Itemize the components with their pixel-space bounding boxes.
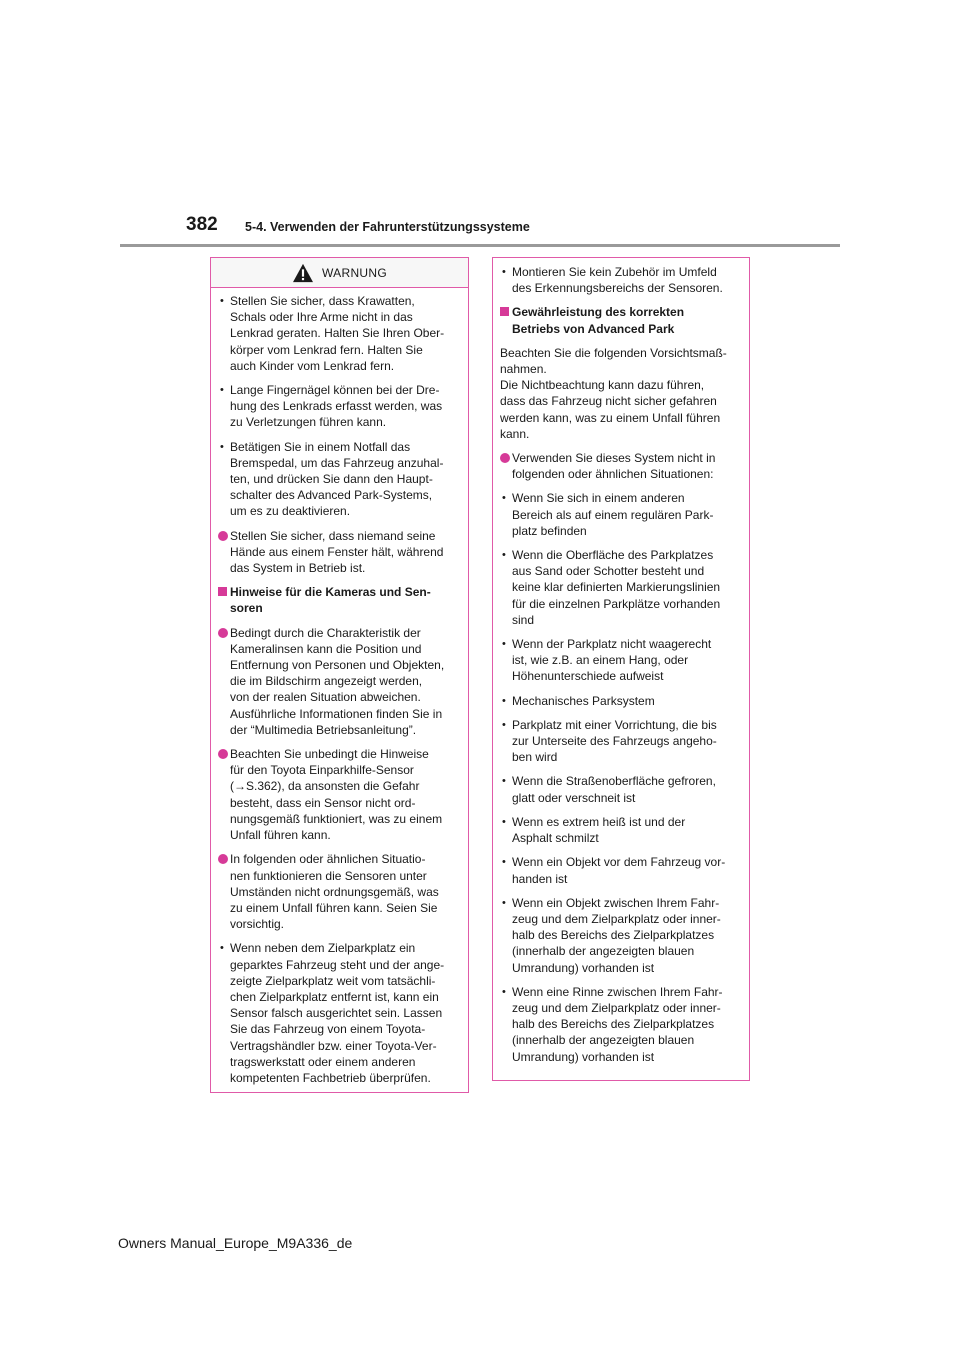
list-item [218,625,458,738]
footer-text: Owners Manual_Europe_M9A336_de [118,1235,353,1251]
list-item [500,717,739,766]
item-text: Betätigen Sie in einem Notfall das Bremspedal, um das Fahrzeug anzuhal- ten, und drücken Sie dann den Haupt- schalter des Advanced Park-Systems, um es zu deaktivieren. [230,439,444,519]
list-item [218,746,458,843]
item-text: Wenn eine Rinne zwischen Ihrem Fahr- zeug und dem Zielparkplatz oder inner- halb des Bereichs des Zielparkplatzes (innerhalb der angezeigten blauen Umrandung) vorhanden ist [512,984,723,1064]
warning-title: WARNUNG [322,265,387,280]
item-text: Beachten Sie die folgenden Vorsichtsmaß- nahmen. Die Nichtbeachtung kann dazu führen, dass das Fahrzeug nicht sicher gefahren werden kann, was zu einem Unfall führen kann. [500,345,727,441]
subheading [500,304,739,336]
list-item [500,773,739,805]
list-item [500,547,739,628]
list-item [500,984,739,1065]
list-item [218,528,458,577]
item-text: Wenn Sie sich in einem anderen Bereich als auf einem regulären Park- platz befinden [512,491,714,538]
list-item [500,854,739,886]
item-text: Gewährleistung des korrekten Betriebs von Advanced Park [512,305,685,336]
list-item [218,439,458,520]
header-rule [120,244,840,247]
warning-content [211,288,468,1086]
item-text: Wenn es extrem heiß ist und der Asphalt schmilzt [512,814,686,846]
item-text: Hinweise für die Kameras und Sen- soren [230,585,431,616]
list-item [218,940,458,1086]
warning-triangle-icon [292,263,314,283]
item-text: Wenn ein Objekt zwischen Ihrem Fahr- zeug und dem Zielparkplatz oder inner- halb des Bereichs des Zielparkplatzes (innerhalb der angezeigten blauen Umrandung) vorhanden ist [512,895,721,975]
warning-header [211,258,468,288]
warning-box-continued [492,257,750,1081]
subheading [218,584,458,616]
list-item [500,490,739,539]
list-item [218,382,458,431]
list-item [500,264,739,296]
list-item [500,693,739,709]
item-text: Montieren Sie kein Zubehör im Umfeld des Erkennungsbereichs der Sensoren. [512,265,723,296]
item-text: Beachten Sie unbedingt die Hinweise für den Toyota Einparkhilfe-Sensor (→S.362), da ansonsten die Gefahr besteht, dass ein Sensor nicht ord- nungsgemäß funktioniert, was zu einem Unfall führen kann. [230,747,443,843]
warning-content-continued [493,258,749,1065]
item-text: Mechanisches Parksystem [512,693,655,708]
list-item [500,895,739,976]
section-title: 5-4. Verwenden der Fahrunterstützungssysteme [245,220,530,234]
item-text: Wenn der Parkplatz nicht waagerecht ist, wie z.B. an einem Hang, oder Höhenunterschiede aufweist [512,637,712,684]
page-number: 382 [186,214,218,235]
item-text: Parkplatz mit einer Vorrichtung, die bis zur Unterseite des Fahrzeugs angeho- ben wird [512,717,717,765]
item-text: Wenn die Oberfläche des Parkplatzes aus Sand oder Schotter besteht und keine klar definierten Markierungslinien für die einzelnen Parkplätze vorhanden sind [512,548,721,627]
item-text: Stellen Sie sicher, dass Krawatten, Schals oder Ihre Arme nicht in das Lenkrad geraten. Halten Sie Ihren Ober- körper vom Lenkrad fern. Halten Sie auch Kinder vom Lenkrad fern. [230,294,445,373]
paragraph [500,345,739,442]
item-text: Bedingt durch die Charakteristik der Kameralinsen kann die Position und Entfernung von Personen und Objekten, die im Bildschirm angezeigt werden, von der realen Situation abweichen. Ausführliche Informationen finden Sie in der “Multimedia Betriebsanleitung”. [230,625,445,737]
item-text: Stellen Sie sicher, dass niemand seine Hände aus einem Fenster hält, während das System in Betrieb ist. [230,528,444,576]
warning-box [210,257,469,1093]
list-item [218,851,458,932]
list-item [500,450,739,482]
list-item [500,814,739,846]
item-text: Wenn die Straßenoberfläche gefroren, glatt oder verschneit ist [512,774,716,805]
item-text: Wenn ein Objekt vor dem Fahrzeug vor- handen ist [512,855,726,886]
list-item [218,293,458,374]
item-text: Lange Fingernägel können bei der Dre- hung des Lenkrads erfasst werden, was zu Verletzungen führen kann. [230,383,443,430]
item-text: In folgenden oder ähnlichen Situatio- nen funktionieren die Sensoren unter Umständen nicht ordnungsgemäß, was zu einem Unfall führen kann. Seien Sie vorsichtig. [230,852,439,932]
item-text: Wenn neben dem Zielparkplatz ein geparktes Fahrzeug steht und der ange- zeigte Zielparkplatz weit vom tatsächli- chen Zielparkplatz entfernt ist, kann ein Sensor falsch ausgerichtet sein. Lassen Sie das Fahrzeug von einem Toyota- Vertragshändler bzw. einer Toyota-Ver- tragswerkstatt oder einem anderen kompetenten Fachbetrieb überprüfen. [230,941,445,1085]
list-item [500,636,739,685]
item-text: Verwenden Sie dieses System nicht in folgenden oder ähnlichen Situationen: [512,451,716,482]
